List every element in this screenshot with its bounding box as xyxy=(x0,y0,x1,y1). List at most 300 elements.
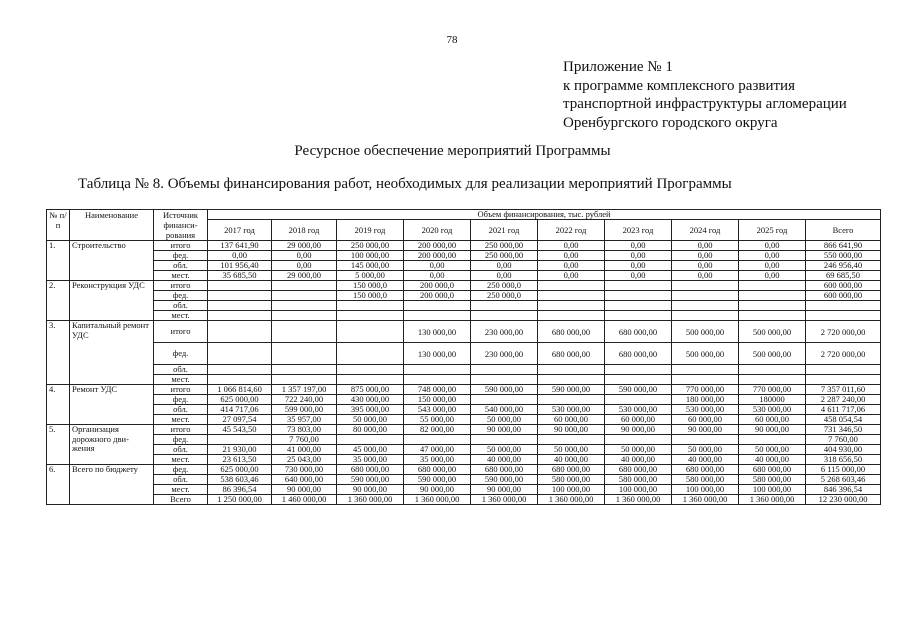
total-cell: 7 357 011,60 xyxy=(806,385,881,395)
value-cell: 530 000,00 xyxy=(672,405,739,415)
value-cell: 625 000,00 xyxy=(208,395,272,405)
funding-source: итого xyxy=(154,385,208,395)
value-cell: 0,00 xyxy=(739,251,806,261)
table-row xyxy=(47,405,881,415)
value-cell xyxy=(208,301,272,311)
total-cell: 731 346,50 xyxy=(806,425,881,435)
value-cell: 530 000,00 xyxy=(605,405,672,415)
value-cell xyxy=(471,375,538,385)
value-cell xyxy=(538,301,605,311)
value-cell: 0,00 xyxy=(538,241,605,251)
value-cell xyxy=(404,435,471,445)
value-cell xyxy=(672,365,739,375)
value-cell xyxy=(208,365,272,375)
value-cell xyxy=(208,311,272,321)
header-name: Наименование xyxy=(70,210,154,241)
value-cell: 590 000,00 xyxy=(337,475,404,485)
funding-source: фед. xyxy=(154,435,208,445)
value-cell xyxy=(272,291,337,301)
value-cell: 45 000,00 xyxy=(337,445,404,455)
value-cell: 35 685,50 xyxy=(208,271,272,281)
header-num: № п/п xyxy=(47,210,70,241)
value-cell: 200 000,00 xyxy=(404,251,471,261)
value-cell xyxy=(739,281,806,291)
value-cell xyxy=(538,281,605,291)
value-cell: 60 000,00 xyxy=(739,415,806,425)
value-cell xyxy=(337,365,404,375)
total-cell: 404 930,00 xyxy=(806,445,881,455)
total-cell: 12 230 000,00 xyxy=(806,495,881,505)
value-cell: 90 000,00 xyxy=(471,425,538,435)
value-cell xyxy=(672,301,739,311)
value-cell: 137 641,90 xyxy=(208,241,272,251)
value-cell: 180 000,00 xyxy=(672,395,739,405)
value-cell: 82 000,00 xyxy=(404,425,471,435)
row-number: 3. xyxy=(47,321,70,385)
value-cell: 580 000,00 xyxy=(672,475,739,485)
value-cell: 722 240,00 xyxy=(272,395,337,405)
value-cell: 200 000,00 xyxy=(404,241,471,251)
total-cell: 2 720 000,00 xyxy=(806,343,881,365)
value-cell: 230 000,00 xyxy=(471,343,538,365)
funding-source: Всего xyxy=(154,495,208,505)
total-cell: 5 268 603,46 xyxy=(806,475,881,485)
activity-name: Капитальный ремонт УДС xyxy=(70,321,154,385)
header-year: 2022 год xyxy=(538,220,605,241)
value-cell: 0,00 xyxy=(605,271,672,281)
value-cell: 90 000,00 xyxy=(605,425,672,435)
value-cell xyxy=(337,301,404,311)
value-cell: 90 000,00 xyxy=(272,485,337,495)
funding-source: итого xyxy=(154,425,208,435)
value-cell xyxy=(272,281,337,291)
value-cell xyxy=(739,311,806,321)
value-cell: 35 000,00 xyxy=(337,455,404,465)
total-cell xyxy=(806,301,881,311)
value-cell xyxy=(337,435,404,445)
value-cell xyxy=(337,343,404,365)
value-cell: 90 000,00 xyxy=(739,425,806,435)
table-row xyxy=(47,495,881,505)
table-row xyxy=(47,485,881,495)
value-cell: 23 613,50 xyxy=(208,455,272,465)
value-cell: 29 000,00 xyxy=(272,241,337,251)
value-cell xyxy=(605,311,672,321)
funding-source: фед. xyxy=(154,343,208,365)
value-cell xyxy=(272,343,337,365)
value-cell xyxy=(208,281,272,291)
total-cell: 866 641,90 xyxy=(806,241,881,251)
header-year: 2017 год xyxy=(208,220,272,241)
page-number: 78 xyxy=(446,34,458,46)
value-cell xyxy=(208,321,272,343)
value-cell: 60 000,00 xyxy=(605,415,672,425)
value-cell: 543 000,00 xyxy=(404,405,471,415)
value-cell: 640 000,00 xyxy=(272,475,337,485)
table-row xyxy=(47,445,881,455)
value-cell: 145 000,00 xyxy=(337,261,404,271)
value-cell: 414 717,06 xyxy=(208,405,272,415)
row-number: 1. xyxy=(47,241,70,281)
value-cell: 680 000,00 xyxy=(337,465,404,475)
table-row xyxy=(47,375,881,385)
table-row xyxy=(47,301,881,311)
value-cell: 0,00 xyxy=(208,251,272,261)
value-cell: 101 956,40 xyxy=(208,261,272,271)
funding-source: мест. xyxy=(154,311,208,321)
funding-source: обл. xyxy=(154,405,208,415)
value-cell xyxy=(605,301,672,311)
value-cell xyxy=(605,395,672,405)
value-cell xyxy=(672,281,739,291)
financing-table xyxy=(46,209,881,505)
table-title: Таблица № 8. Объемы финансирования работ, необходимых для реализации мероприятий Программы xyxy=(78,176,732,192)
value-cell: 200 000,0 xyxy=(404,281,471,291)
value-cell xyxy=(404,365,471,375)
funding-source: мест. xyxy=(154,415,208,425)
value-cell: 730 000,00 xyxy=(272,465,337,475)
value-cell: 90 000,00 xyxy=(672,425,739,435)
value-cell: 41 000,00 xyxy=(272,445,337,455)
value-cell: 680 000,00 xyxy=(538,343,605,365)
value-cell: 35 957,00 xyxy=(272,415,337,425)
funding-source: обл. xyxy=(154,445,208,455)
value-cell: 0,00 xyxy=(404,261,471,271)
value-cell xyxy=(605,281,672,291)
value-cell: 50 000,00 xyxy=(739,445,806,455)
value-cell: 500 000,00 xyxy=(739,321,806,343)
value-cell: 40 000,00 xyxy=(605,455,672,465)
total-cell xyxy=(806,375,881,385)
header-year: 2019 год xyxy=(337,220,404,241)
value-cell: 500 000,00 xyxy=(739,343,806,365)
total-cell: 318 656,50 xyxy=(806,455,881,465)
total-cell: 246 956,40 xyxy=(806,261,881,271)
value-cell xyxy=(208,343,272,365)
header-year: 2021 год xyxy=(471,220,538,241)
value-cell: 100 000,00 xyxy=(672,485,739,495)
value-cell: 100 000,00 xyxy=(739,485,806,495)
table-row xyxy=(47,455,881,465)
value-cell: 40 000,00 xyxy=(471,455,538,465)
value-cell: 1 360 000,00 xyxy=(672,495,739,505)
value-cell: 0,00 xyxy=(605,261,672,271)
row-number: 4. xyxy=(47,385,70,425)
value-cell: 748 000,00 xyxy=(404,385,471,395)
value-cell: 50 000,00 xyxy=(605,445,672,455)
main-title: Ресурсное обеспечение мероприятий Программы xyxy=(294,143,611,159)
value-cell: 21 930,00 xyxy=(208,445,272,455)
appendix-line-4: Оренбургского городского округа xyxy=(563,114,778,131)
value-cell: 250 000,00 xyxy=(471,241,538,251)
activity-name: Всего по бюджету xyxy=(70,465,154,505)
activity-name: Реконструкция УДС xyxy=(70,281,154,321)
header-year: Всего xyxy=(806,220,881,241)
value-cell: 0,00 xyxy=(538,271,605,281)
table-row xyxy=(47,271,881,281)
value-cell xyxy=(605,375,672,385)
header-year: 2018 год xyxy=(272,220,337,241)
value-cell xyxy=(739,291,806,301)
table-row xyxy=(47,395,881,405)
value-cell: 150 000,0 xyxy=(337,291,404,301)
value-cell: 40 000,00 xyxy=(538,455,605,465)
funding-source: обл. xyxy=(154,475,208,485)
appendix-line-2: к программе комплексного развития xyxy=(563,77,795,94)
value-cell: 770 000,00 xyxy=(739,385,806,395)
total-cell: 4 611 717,06 xyxy=(806,405,881,415)
value-cell: 7 760,00 xyxy=(272,435,337,445)
value-cell: 35 000,00 xyxy=(404,455,471,465)
funding-source: итого xyxy=(154,281,208,291)
table-row xyxy=(47,281,881,291)
value-cell: 45 543,50 xyxy=(208,425,272,435)
value-cell: 50 000,00 xyxy=(471,415,538,425)
value-cell: 680 000,00 xyxy=(739,465,806,475)
value-cell xyxy=(672,311,739,321)
value-cell: 1 360 000,00 xyxy=(471,495,538,505)
value-cell: 86 396,54 xyxy=(208,485,272,495)
funding-source: мест. xyxy=(154,485,208,495)
value-cell: 580 000,00 xyxy=(739,475,806,485)
header-year: 2024 год xyxy=(672,220,739,241)
row-number: 5. xyxy=(47,425,70,465)
value-cell: 90 000,00 xyxy=(404,485,471,495)
value-cell: 0,00 xyxy=(739,271,806,281)
funding-source: обл. xyxy=(154,365,208,375)
value-cell: 250 000,0 xyxy=(471,291,538,301)
funding-source: мест. xyxy=(154,375,208,385)
value-cell: 55 000,00 xyxy=(404,415,471,425)
value-cell: 430 000,00 xyxy=(337,395,404,405)
header-year: 2020 год xyxy=(404,220,471,241)
total-cell: 458 054,54 xyxy=(806,415,881,425)
value-cell xyxy=(208,291,272,301)
table-row xyxy=(47,241,881,251)
appendix-block xyxy=(563,58,847,132)
value-cell: 580 000,00 xyxy=(538,475,605,485)
value-cell: 60 000,00 xyxy=(672,415,739,425)
value-cell: 130 000,00 xyxy=(404,343,471,365)
funding-source: обл. xyxy=(154,301,208,311)
value-cell xyxy=(404,311,471,321)
value-cell: 590 000,00 xyxy=(538,385,605,395)
value-cell: 25 043,00 xyxy=(272,455,337,465)
value-cell: 590 000,00 xyxy=(471,385,538,395)
table-row xyxy=(47,425,881,435)
funding-source: фед. xyxy=(154,395,208,405)
value-cell xyxy=(605,291,672,301)
value-cell: 90 000,00 xyxy=(538,425,605,435)
total-cell: 846 396,54 xyxy=(806,485,881,495)
value-cell: 680 000,00 xyxy=(471,465,538,475)
value-cell xyxy=(672,435,739,445)
value-cell: 40 000,00 xyxy=(739,455,806,465)
total-cell xyxy=(806,311,881,321)
value-cell: 50 000,00 xyxy=(471,445,538,455)
value-cell: 599 000,00 xyxy=(272,405,337,415)
table-row xyxy=(47,343,881,365)
value-cell: 530 000,00 xyxy=(739,405,806,415)
value-cell xyxy=(471,395,538,405)
value-cell xyxy=(337,311,404,321)
activity-name: Ремонт УДС xyxy=(70,385,154,425)
value-cell: 530 000,00 xyxy=(538,405,605,415)
header-year: 2025 год xyxy=(739,220,806,241)
row-number: 2. xyxy=(47,281,70,321)
value-cell: 500 000,00 xyxy=(672,321,739,343)
total-cell: 69 685,50 xyxy=(806,271,881,281)
table-row xyxy=(47,435,881,445)
activity-name: Организация дорожного дви-жения xyxy=(70,425,154,465)
funding-source: обл. xyxy=(154,261,208,271)
value-cell xyxy=(538,311,605,321)
total-cell: 2 287 240,00 xyxy=(806,395,881,405)
table-body xyxy=(47,241,881,505)
value-cell xyxy=(739,435,806,445)
value-cell: 1 360 000,00 xyxy=(538,495,605,505)
table-row xyxy=(47,311,881,321)
value-cell: 625 000,00 xyxy=(208,465,272,475)
value-cell: 1 360 000,00 xyxy=(404,495,471,505)
value-cell: 0,00 xyxy=(605,251,672,261)
value-cell xyxy=(471,311,538,321)
value-cell: 680 000,00 xyxy=(404,465,471,475)
value-cell: 50 000,00 xyxy=(538,445,605,455)
value-cell: 1 066 814,60 xyxy=(208,385,272,395)
value-cell: 130 000,00 xyxy=(404,321,471,343)
row-number: 6. xyxy=(47,465,70,505)
value-cell xyxy=(404,375,471,385)
value-cell xyxy=(272,311,337,321)
value-cell xyxy=(605,365,672,375)
header-volume: Объем финансирования, тыс. рублей xyxy=(208,210,881,220)
value-cell xyxy=(471,301,538,311)
table-header xyxy=(47,210,881,241)
value-cell: 150 000,0 xyxy=(337,281,404,291)
funding-source: итого xyxy=(154,321,208,343)
value-cell: 0,00 xyxy=(672,241,739,251)
value-cell: 875 000,00 xyxy=(337,385,404,395)
table-row xyxy=(47,321,881,343)
value-cell xyxy=(337,321,404,343)
value-cell: 500 000,00 xyxy=(672,343,739,365)
funding-source: мест. xyxy=(154,455,208,465)
table-row xyxy=(47,415,881,425)
total-cell: 6 115 000,00 xyxy=(806,465,881,475)
value-cell: 0,00 xyxy=(471,271,538,281)
value-cell: 680 000,00 xyxy=(605,343,672,365)
value-cell xyxy=(538,365,605,375)
value-cell xyxy=(208,375,272,385)
header-source: Источник финанси-рования xyxy=(154,210,208,241)
value-cell xyxy=(538,435,605,445)
value-cell: 538 603,46 xyxy=(208,475,272,485)
value-cell: 680 000,00 xyxy=(605,465,672,475)
table-row xyxy=(47,385,881,395)
value-cell: 230 000,00 xyxy=(471,321,538,343)
value-cell xyxy=(471,435,538,445)
value-cell: 5 000,00 xyxy=(337,271,404,281)
funding-source: фед. xyxy=(154,291,208,301)
total-cell: 7 760,00 xyxy=(806,435,881,445)
value-cell: 680 000,00 xyxy=(538,465,605,475)
value-cell xyxy=(538,291,605,301)
value-cell: 0,00 xyxy=(404,271,471,281)
activity-name: Строительство xyxy=(70,241,154,281)
header-year: 2023 год xyxy=(605,220,672,241)
value-cell: 1 357 197,00 xyxy=(272,385,337,395)
value-cell: 770 000,00 xyxy=(672,385,739,395)
total-cell: 550 000,00 xyxy=(806,251,881,261)
appendix-line-1: Приложение № 1 xyxy=(563,59,673,75)
value-cell: 590 000,00 xyxy=(404,475,471,485)
value-cell: 40 000,00 xyxy=(672,455,739,465)
value-cell xyxy=(272,375,337,385)
value-cell: 0,00 xyxy=(272,251,337,261)
value-cell: 47 000,00 xyxy=(404,445,471,455)
value-cell: 250 000,0 xyxy=(471,281,538,291)
value-cell: 200 000,0 xyxy=(404,291,471,301)
value-cell: 1 360 000,00 xyxy=(337,495,404,505)
table-row xyxy=(47,365,881,375)
funding-source: мест. xyxy=(154,271,208,281)
value-cell: 0,00 xyxy=(739,261,806,271)
value-cell: 250 000,00 xyxy=(337,241,404,251)
value-cell xyxy=(672,291,739,301)
value-cell: 100 000,00 xyxy=(337,251,404,261)
appendix-line-3: транспортной инфраструктуры агломерации xyxy=(563,96,847,112)
value-cell: 1 250 000,00 xyxy=(208,495,272,505)
funding-source: фед. xyxy=(154,465,208,475)
total-cell: 2 720 000,00 xyxy=(806,321,881,343)
value-cell: 90 000,00 xyxy=(471,485,538,495)
table-row xyxy=(47,261,881,271)
table-row xyxy=(47,291,881,301)
value-cell: 680 000,00 xyxy=(605,321,672,343)
value-cell: 0,00 xyxy=(538,261,605,271)
value-cell: 100 000,00 xyxy=(538,485,605,495)
value-cell: 90 000,00 xyxy=(337,485,404,495)
value-cell: 0,00 xyxy=(272,261,337,271)
value-cell: 680 000,00 xyxy=(672,465,739,475)
value-cell xyxy=(272,321,337,343)
value-cell: 580 000,00 xyxy=(605,475,672,485)
value-cell xyxy=(337,375,404,385)
value-cell: 0,00 xyxy=(605,241,672,251)
value-cell xyxy=(404,301,471,311)
value-cell xyxy=(272,301,337,311)
total-cell xyxy=(806,365,881,375)
value-cell: 0,00 xyxy=(672,261,739,271)
value-cell: 150 000,00 xyxy=(404,395,471,405)
value-cell xyxy=(672,375,739,385)
value-cell: 73 803,00 xyxy=(272,425,337,435)
value-cell: 29 000,00 xyxy=(272,271,337,281)
value-cell xyxy=(605,435,672,445)
value-cell xyxy=(739,375,806,385)
value-cell: 590 000,00 xyxy=(471,475,538,485)
table-row xyxy=(47,251,881,261)
value-cell: 0,00 xyxy=(471,261,538,271)
value-cell: 1 360 000,00 xyxy=(739,495,806,505)
value-cell: 180000 xyxy=(739,395,806,405)
value-cell: 395 000,00 xyxy=(337,405,404,415)
table-row xyxy=(47,475,881,485)
value-cell: 50 000,00 xyxy=(672,445,739,455)
value-cell: 1 460 000,00 xyxy=(272,495,337,505)
value-cell xyxy=(272,365,337,375)
